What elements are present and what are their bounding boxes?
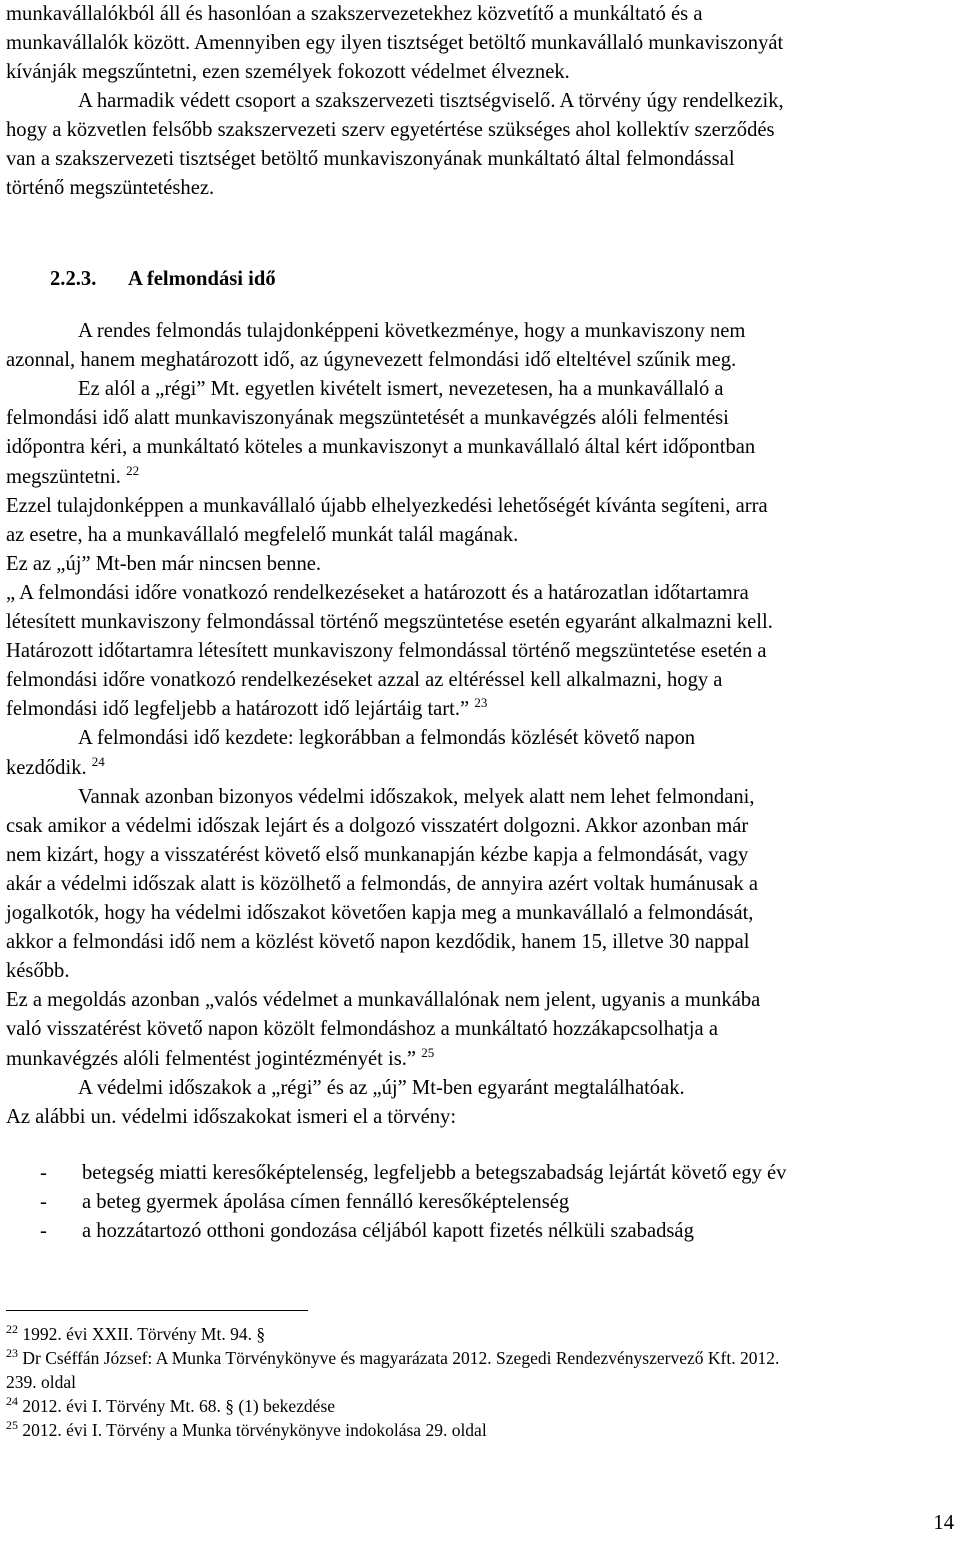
line-text: nem kizárt, hogy a visszatérést követő első munkanapján kézbe kapja a felmondását, vagy [6, 843, 749, 866]
line-text: felmondási idő alatt munkaviszonyának megszüntetését a munkavégzés alóli felmentési [6, 407, 729, 430]
line-text: az esetre, ha a munkavállaló megfelelő munkát talál magának. [6, 523, 519, 546]
line-text: munkavállalók között. Amennyiben egy ilyen tisztséget betöltő munkavállaló munkaviszonyát [6, 32, 784, 54]
text-line [6, 375, 960, 404]
line-text: hogy a közvetlen felsőbb szakszervezeti szerv egyetértése szükséges ahol kollektív szerződés [6, 119, 775, 141]
line-text: időpontra kéri, a munkáltató köteles a munkaviszonyt a munkavállaló által kért időpontban [6, 436, 756, 459]
line-text: A felmondási idő kezdete: legkorábban a felmondás közlését követő napon [78, 727, 696, 750]
line-text: van a szakszervezeti tisztséget betöltő munkaviszonyának munkáltató által felmondással [6, 148, 735, 170]
text-line [6, 1045, 954, 1074]
text-line [6, 754, 954, 783]
text-line [6, 637, 954, 666]
text-line [6, 899, 954, 928]
footnote-number: 22 [6, 1322, 18, 1336]
line-text: való visszatérést követő napon közölt felmondáshoz a munkáltató hozzákapcsolhatja a [6, 1018, 718, 1041]
footnote-separator [6, 1310, 308, 1311]
line-text: munkavállalókból áll és hasonlóan a szakszervezetekhez közvetítő a munkáltató és a [6, 3, 703, 25]
text-line [6, 724, 960, 753]
footnote-text: 1992. évi XXII. Törvény Mt. 94. § [22, 1324, 266, 1344]
section-title: A felmondási idő [128, 268, 276, 290]
line-text: csak amikor a védelmi időszak lejárt és a dolgozó visszatért dolgozni. Akkor azonban már [6, 814, 749, 837]
text-line [6, 145, 954, 174]
list-bullet: - [40, 1220, 47, 1242]
text-line [6, 841, 954, 870]
text-line [6, 317, 960, 346]
line-text: Vannak azonban bizonyos védelmi időszakok, melyek alatt nem lehet felmondani, [78, 785, 755, 808]
line-text: felmondási időre vonatkozó rendelkezéseket azzal az eltéréssel kell alkalmazni, hogy a [6, 669, 723, 692]
text-line [6, 87, 960, 116]
text-line [6, 666, 954, 695]
text-line [6, 521, 954, 550]
line-text: kezdődik. [6, 756, 87, 779]
footnote-number: 23 [6, 1346, 18, 1360]
page-number: 14 [933, 1512, 954, 1534]
line-text: A védelmi időszakok a „régi” és az „új” Mt-ben egyaránt megtalálhatóak. [78, 1076, 685, 1099]
text-line [6, 870, 954, 899]
footnote-number: 25 [6, 1418, 18, 1432]
line-text: kívánják megszűntetni, ezen személyek fokozott védelmet élveznek. [6, 61, 570, 83]
line-text: A rendes felmondás tulajdonképpeni következménye, hogy a munkaviszony nem [78, 320, 746, 342]
footnote-text: 239. oldal [6, 1372, 76, 1392]
text-line [6, 986, 954, 1015]
text-line [6, 463, 954, 492]
text-line [6, 1074, 960, 1103]
text-line [6, 695, 954, 724]
text-line [6, 812, 954, 841]
list-item-text: a beteg gyermek ápolása címen fennálló keresőképtelenség [82, 1191, 570, 1213]
text-line [6, 608, 954, 637]
footnote [6, 1419, 487, 1442]
line-text: Ez alól a „régi” Mt. egyetlen kivételt ismert, nevezetesen, ha a munkavállaló a [78, 378, 724, 401]
text-line [6, 0, 954, 29]
footnote-ref[interactable]: 22 [126, 462, 140, 478]
list-item [40, 1188, 569, 1217]
section-number: 2.2.3. [50, 268, 97, 290]
text-line [6, 174, 954, 203]
text-line [6, 928, 954, 957]
text-line [6, 579, 954, 608]
list-item-text: a hozzátartozó otthoni gondozása céljából kapott fizetés nélküli szabadság [82, 1220, 694, 1242]
text-line [6, 550, 954, 579]
footnote-text: 2012. évi I. Törvény Mt. 68. § (1) bekezdése [22, 1396, 336, 1416]
footnote-text: Dr Cséffán József: A Munka Törvénykönyve és magyarázata 2012. Szegedi Rendezvényszervező Kft. 2012. [22, 1348, 780, 1368]
list-bullet: - [40, 1162, 47, 1184]
text-line [6, 1015, 954, 1044]
footnote [6, 1371, 76, 1394]
list-item-text: betegség miatti keresőképtelenség, legfeljebb a betegszabadság lejártát követő egy év [82, 1162, 787, 1184]
line-text: akár a védelmi időszak alatt is közölhető a felmondás, de annyira azért voltak humánusak a [6, 872, 758, 895]
text-line [6, 1103, 954, 1132]
line-text: Ezzel tulajdonképpen a munkavállaló újabb elhelyezkedési lehetőségét kívánta segíteni, arra [6, 494, 768, 517]
text-line [6, 58, 954, 87]
text-line [6, 433, 954, 462]
text-line [6, 346, 954, 375]
line-text: Az alábbi un. védelmi időszakokat ismeri el a törvény: [6, 1105, 457, 1128]
section-heading [50, 268, 276, 291]
text-line [6, 404, 954, 433]
line-text: munkavégzés alóli felmentést jogintézményét is.” [6, 1047, 417, 1070]
line-text: akkor a felmondási idő nem a közlést követő napon kezdődik, hanem 15, illetve 30 nappal [6, 931, 750, 954]
footnote-text: 2012. évi I. Törvény a Munka törvénykönyve indokolása 29. oldal [22, 1420, 487, 1440]
line-text: később. [6, 960, 70, 983]
line-text: azonnal, hanem meghatározott idő, az úgynevezett felmondási idő elteltével szűnik meg. [6, 349, 737, 372]
footnote [6, 1347, 779, 1370]
line-text: Határozott időtartamra létesített munkaviszony felmondással történő megszüntetése esetén a [6, 640, 767, 663]
footnote [6, 1395, 335, 1418]
text-line [6, 29, 954, 58]
line-text: felmondási idő legfeljebb a határozott idő lejártáig tart.” [6, 698, 470, 721]
footnote-ref[interactable]: 24 [91, 753, 105, 769]
text-line [6, 957, 954, 986]
line-text: „ A felmondási időre vonatkozó rendelkezéseket a határozott és a határozatlan időtartamra [6, 581, 749, 604]
line-text: létesített munkaviszony felmondással történő megszüntetése esetén egyaránt alkalmazni kell. [6, 611, 773, 633]
footnote-ref[interactable]: 23 [474, 695, 488, 711]
footnote-number: 24 [6, 1394, 18, 1408]
line-text: megszüntetni. [6, 465, 121, 488]
footnote [6, 1323, 265, 1346]
line-text: történő megszüntetéshez. [6, 177, 215, 199]
text-line [6, 783, 960, 812]
line-text: Ez az „új” Mt-ben már nincsen benne. [6, 552, 322, 575]
line-text: Ez a megoldás azonban „valós védelmet a munkavállalónak nem jelent, ugyanis a munkába [6, 989, 761, 1012]
list-item [40, 1159, 786, 1188]
text-line [6, 492, 954, 521]
footnote-ref[interactable]: 25 [421, 1044, 435, 1060]
line-text: A harmadik védett csoport a szakszervezeti tisztségviselő. A törvény úgy rendelkezik, [78, 90, 784, 112]
line-text: jogalkotók, hogy ha védelmi időszakot követően kapja meg a munkavállaló a felmondását, [6, 902, 754, 924]
list-bullet: - [40, 1191, 47, 1213]
list-item [40, 1217, 694, 1246]
text-line [6, 116, 954, 145]
